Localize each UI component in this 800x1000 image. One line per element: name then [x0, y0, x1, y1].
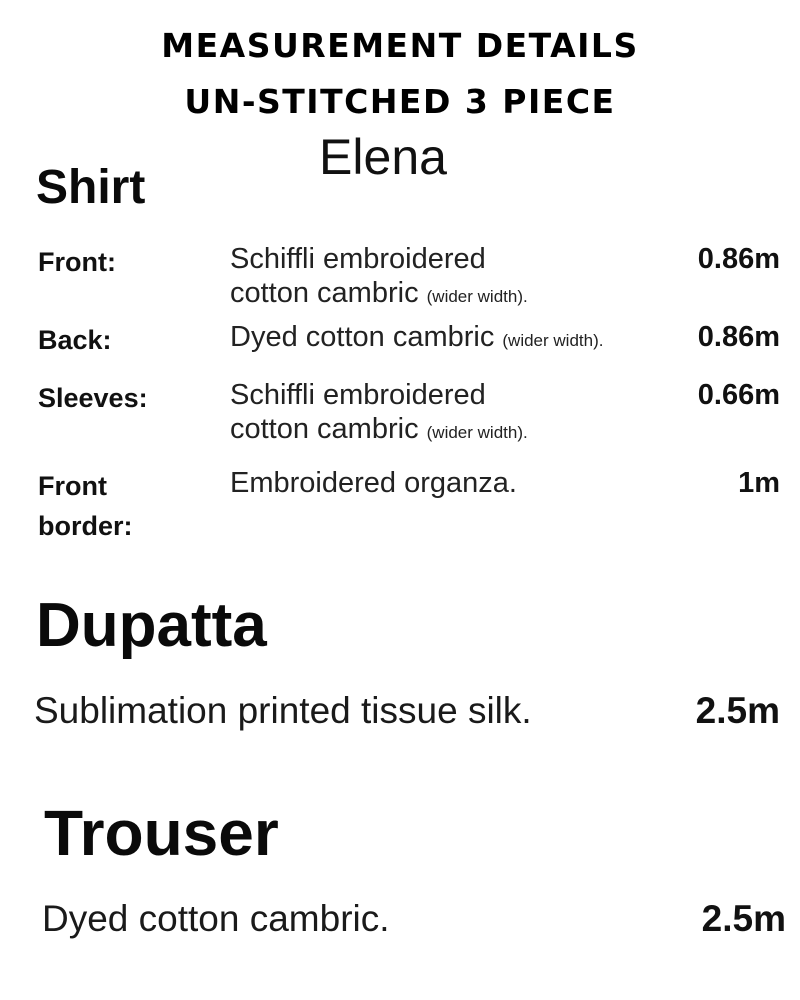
row-label: Front:: [38, 247, 116, 277]
width-note: (wider width).: [426, 423, 528, 442]
document-header: [0, 18, 800, 130]
row-description: [230, 242, 670, 314]
row-description: [230, 378, 670, 450]
trouser-amount: 2.5m: [701, 898, 786, 939]
brand-name: Elena: [319, 129, 447, 185]
header-title: MEASUREMENT DETAILS: [161, 26, 639, 65]
width-note: (wider width).: [426, 287, 528, 306]
description-line: Schiffli embroidered: [230, 379, 486, 411]
description-line: Embroidered organza.: [230, 467, 517, 499]
row-amount: 0.66m: [697, 379, 780, 411]
description-line: Dyed cotton cambric: [230, 321, 495, 353]
row-label: Back:: [38, 325, 112, 355]
label-line: Front: [38, 471, 107, 501]
trouser-description: Dyed cotton cambric.: [42, 898, 390, 939]
row-description: [230, 320, 690, 358]
description-line: Schiffli embroidered: [230, 243, 486, 275]
dupatta-amount: 2.5m: [695, 690, 780, 731]
row-label: [38, 466, 208, 546]
row-amount: 0.86m: [697, 321, 780, 353]
row-description: [230, 466, 670, 500]
trouser-section-title: Trouser: [44, 797, 279, 869]
description-line: cotton cambric: [230, 413, 419, 445]
row-label: Sleeves:: [38, 383, 148, 413]
row-amount: 1m: [738, 467, 780, 499]
description-line: cotton cambric: [230, 277, 419, 309]
dupatta-description: Sublimation printed tissue silk.: [34, 690, 532, 731]
dupatta-section-title: Dupatta: [36, 591, 267, 660]
width-note: (wider width).: [502, 331, 604, 350]
label-line: border:: [38, 511, 133, 541]
shirt-section-title: Shirt: [36, 161, 146, 214]
row-amount: 0.86m: [697, 243, 780, 275]
header-subtitle: UN-STITCHED 3 PIECE: [184, 82, 616, 121]
